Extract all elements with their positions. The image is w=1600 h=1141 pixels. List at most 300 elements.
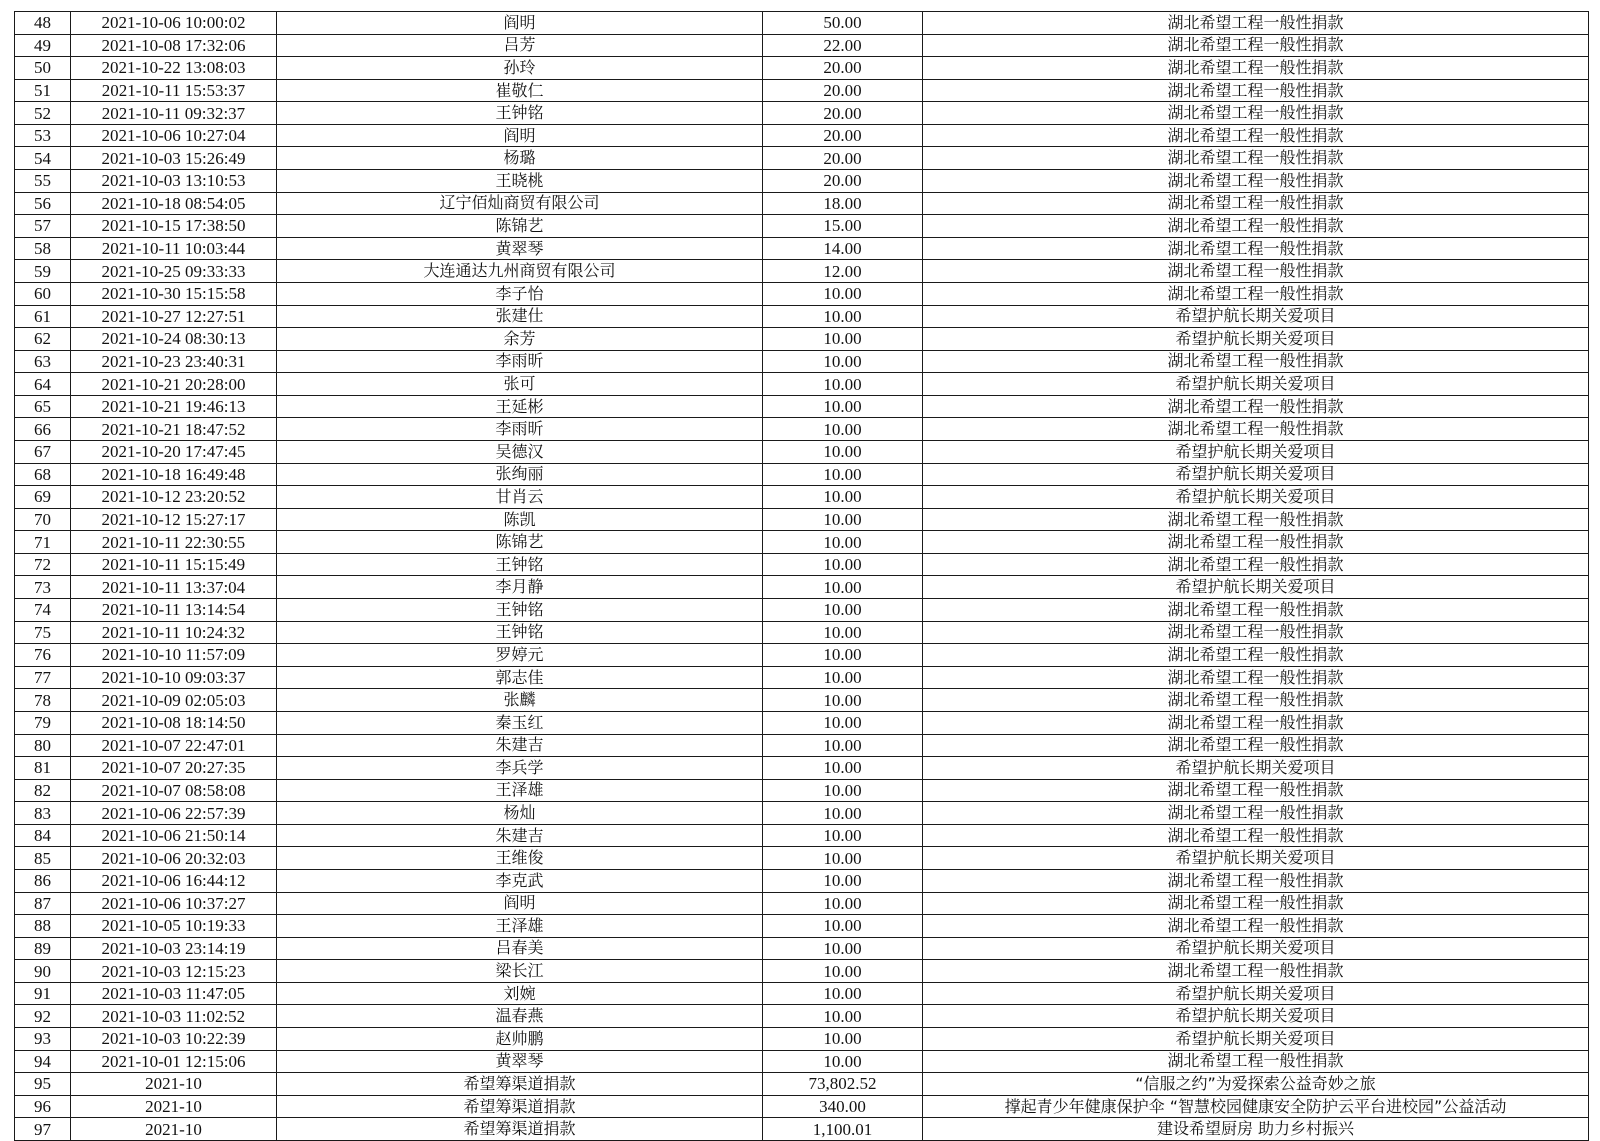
donation-time-cell: 2021-10-10 11:57:09 xyxy=(71,644,277,667)
project-name-cell: 湖北希望工程一般性捐款 xyxy=(923,282,1589,305)
donation-time-cell: 2021-10-08 17:32:06 xyxy=(71,34,277,57)
donor-name-cell: 希望筹渠道捐款 xyxy=(277,1118,763,1141)
donation-time-cell: 2021-10-24 08:30:13 xyxy=(71,328,277,351)
table-row xyxy=(15,486,1589,509)
table-row xyxy=(15,576,1589,599)
table-row xyxy=(15,869,1589,892)
donor-name-cell: 陈锦艺 xyxy=(277,215,763,238)
donation-amount-cell: 20.00 xyxy=(763,79,923,102)
donation-time-cell: 2021-10-21 18:47:52 xyxy=(71,418,277,441)
row-number-cell: 49 xyxy=(15,34,71,57)
row-number-cell: 48 xyxy=(15,12,71,35)
donation-amount-cell: 10.00 xyxy=(763,395,923,418)
donor-name-cell: 孙玲 xyxy=(277,57,763,80)
donation-amount-cell: 10.00 xyxy=(763,982,923,1005)
project-name-cell: 湖北希望工程一般性捐款 xyxy=(923,418,1589,441)
table-row xyxy=(15,644,1589,667)
table-row xyxy=(15,802,1589,825)
donation-amount-cell: 10.00 xyxy=(763,282,923,305)
donation-time-cell: 2021-10-11 10:24:32 xyxy=(71,621,277,644)
table-row xyxy=(15,621,1589,644)
project-name-cell: 湖北希望工程一般性捐款 xyxy=(923,34,1589,57)
donation-amount-cell: 73,802.52 xyxy=(763,1073,923,1096)
row-number-cell: 93 xyxy=(15,1028,71,1051)
donor-name-cell: 杨灿 xyxy=(277,802,763,825)
donation-amount-cell: 10.00 xyxy=(763,1005,923,1028)
row-number-cell: 55 xyxy=(15,170,71,193)
table-row xyxy=(15,34,1589,57)
donation-time-cell: 2021-10-11 15:15:49 xyxy=(71,553,277,576)
donation-time-cell: 2021-10 xyxy=(71,1073,277,1096)
donation-amount-cell: 10.00 xyxy=(763,621,923,644)
donation-time-cell: 2021-10-15 17:38:50 xyxy=(71,215,277,238)
table-row xyxy=(15,1118,1589,1141)
project-name-cell: 湖北希望工程一般性捐款 xyxy=(923,350,1589,373)
donation-amount-cell: 10.00 xyxy=(763,847,923,870)
table-row xyxy=(15,102,1589,125)
donor-name-cell: 刘婉 xyxy=(277,982,763,1005)
donation-time-cell: 2021-10-18 16:49:48 xyxy=(71,463,277,486)
table-row xyxy=(15,373,1589,396)
donor-name-cell: 希望筹渠道捐款 xyxy=(277,1095,763,1118)
donation-amount-cell: 10.00 xyxy=(763,418,923,441)
donor-name-cell: 王延彬 xyxy=(277,395,763,418)
row-number-cell: 80 xyxy=(15,734,71,757)
donor-name-cell: 大连通达九州商贸有限公司 xyxy=(277,260,763,283)
donor-name-cell: 阎明 xyxy=(277,892,763,915)
row-number-cell: 97 xyxy=(15,1118,71,1141)
project-name-cell: 湖北希望工程一般性捐款 xyxy=(923,621,1589,644)
table-row xyxy=(15,463,1589,486)
donation-time-cell: 2021-10-06 22:57:39 xyxy=(71,802,277,825)
donation-time-cell: 2021-10-12 23:20:52 xyxy=(71,486,277,509)
table-row xyxy=(15,553,1589,576)
project-name-cell: 湖北希望工程一般性捐款 xyxy=(923,1050,1589,1073)
donation-time-cell: 2021-10-11 15:53:37 xyxy=(71,79,277,102)
project-name-cell: 希望护航长期关爱项目 xyxy=(923,328,1589,351)
donation-amount-cell: 14.00 xyxy=(763,237,923,260)
donor-name-cell: 杨璐 xyxy=(277,147,763,170)
project-name-cell: 湖北希望工程一般性捐款 xyxy=(923,57,1589,80)
donation-time-cell: 2021-10-11 09:32:37 xyxy=(71,102,277,125)
donation-amount-cell: 15.00 xyxy=(763,215,923,238)
donation-amount-cell: 20.00 xyxy=(763,102,923,125)
row-number-cell: 77 xyxy=(15,666,71,689)
project-name-cell: 建设希望厨房 助力乡村振兴 xyxy=(923,1118,1589,1141)
donor-name-cell: 王维俊 xyxy=(277,847,763,870)
project-name-cell: 湖北希望工程一般性捐款 xyxy=(923,644,1589,667)
row-number-cell: 67 xyxy=(15,440,71,463)
donor-name-cell: 梁长江 xyxy=(277,960,763,983)
row-number-cell: 81 xyxy=(15,757,71,780)
row-number-cell: 90 xyxy=(15,960,71,983)
donor-name-cell: 王晓桃 xyxy=(277,170,763,193)
table-row xyxy=(15,215,1589,238)
donation-time-cell: 2021-10-25 09:33:33 xyxy=(71,260,277,283)
table-row xyxy=(15,892,1589,915)
row-number-cell: 59 xyxy=(15,260,71,283)
project-name-cell: 湖北希望工程一般性捐款 xyxy=(923,260,1589,283)
donation-amount-cell: 10.00 xyxy=(763,328,923,351)
donation-amount-cell: 20.00 xyxy=(763,170,923,193)
donation-time-cell: 2021-10-01 12:15:06 xyxy=(71,1050,277,1073)
row-number-cell: 89 xyxy=(15,937,71,960)
project-name-cell: 湖北希望工程一般性捐款 xyxy=(923,215,1589,238)
donation-amount-cell: 20.00 xyxy=(763,147,923,170)
row-number-cell: 94 xyxy=(15,1050,71,1073)
project-name-cell: 希望护航长期关爱项目 xyxy=(923,982,1589,1005)
project-name-cell: 湖北希望工程一般性捐款 xyxy=(923,666,1589,689)
donation-amount-cell: 18.00 xyxy=(763,192,923,215)
table-row xyxy=(15,350,1589,373)
table-row xyxy=(15,757,1589,780)
row-number-cell: 86 xyxy=(15,869,71,892)
donor-name-cell: 王钟铭 xyxy=(277,102,763,125)
table-row xyxy=(15,779,1589,802)
donation-time-cell: 2021-10-07 20:27:35 xyxy=(71,757,277,780)
table-row xyxy=(15,689,1589,712)
donor-name-cell: 崔敬仁 xyxy=(277,79,763,102)
table-row xyxy=(15,1073,1589,1096)
row-number-cell: 92 xyxy=(15,1005,71,1028)
project-name-cell: 湖北希望工程一般性捐款 xyxy=(923,734,1589,757)
donor-name-cell: 赵帅鹏 xyxy=(277,1028,763,1051)
donor-name-cell: 郭志佳 xyxy=(277,666,763,689)
donation-time-cell: 2021-10-27 12:27:51 xyxy=(71,305,277,328)
donation-time-cell: 2021-10-23 23:40:31 xyxy=(71,350,277,373)
donation-time-cell: 2021-10-03 11:02:52 xyxy=(71,1005,277,1028)
donation-time-cell: 2021-10-08 18:14:50 xyxy=(71,711,277,734)
donation-amount-cell: 10.00 xyxy=(763,711,923,734)
project-name-cell: 湖北希望工程一般性捐款 xyxy=(923,824,1589,847)
donation-amount-cell: 10.00 xyxy=(763,644,923,667)
donor-name-cell: 吕春美 xyxy=(277,937,763,960)
donor-name-cell: 吴德汉 xyxy=(277,440,763,463)
row-number-cell: 91 xyxy=(15,982,71,1005)
donor-name-cell: 李雨昕 xyxy=(277,350,763,373)
row-number-cell: 83 xyxy=(15,802,71,825)
table-row xyxy=(15,282,1589,305)
donor-name-cell: 李雨昕 xyxy=(277,418,763,441)
row-number-cell: 88 xyxy=(15,915,71,938)
donation-time-cell: 2021-10-20 17:47:45 xyxy=(71,440,277,463)
row-number-cell: 75 xyxy=(15,621,71,644)
donation-amount-cell: 10.00 xyxy=(763,915,923,938)
project-name-cell: 希望护航长期关爱项目 xyxy=(923,305,1589,328)
project-name-cell: 希望护航长期关爱项目 xyxy=(923,440,1589,463)
row-number-cell: 54 xyxy=(15,147,71,170)
donor-name-cell: 王泽雄 xyxy=(277,915,763,938)
donation-time-cell: 2021-10-03 13:10:53 xyxy=(71,170,277,193)
project-name-cell: 湖北希望工程一般性捐款 xyxy=(923,531,1589,554)
row-number-cell: 76 xyxy=(15,644,71,667)
donor-name-cell: 阎明 xyxy=(277,12,763,35)
project-name-cell: 湖北希望工程一般性捐款 xyxy=(923,869,1589,892)
row-number-cell: 85 xyxy=(15,847,71,870)
donation-time-cell: 2021-10-11 13:37:04 xyxy=(71,576,277,599)
project-name-cell: 湖北希望工程一般性捐款 xyxy=(923,395,1589,418)
table-row xyxy=(15,666,1589,689)
donor-name-cell: 张绚丽 xyxy=(277,463,763,486)
project-name-cell: 湖北希望工程一般性捐款 xyxy=(923,915,1589,938)
donation-ledger xyxy=(14,11,1588,1141)
donation-time-cell: 2021-10-22 13:08:03 xyxy=(71,57,277,80)
project-name-cell: 希望护航长期关爱项目 xyxy=(923,1028,1589,1051)
project-name-cell: 湖北希望工程一般性捐款 xyxy=(923,79,1589,102)
donation-amount-cell: 20.00 xyxy=(763,124,923,147)
table-row xyxy=(15,395,1589,418)
donation-time-cell: 2021-10-21 20:28:00 xyxy=(71,373,277,396)
row-number-cell: 63 xyxy=(15,350,71,373)
project-name-cell: 湖北希望工程一般性捐款 xyxy=(923,960,1589,983)
donation-time-cell: 2021-10-06 10:27:04 xyxy=(71,124,277,147)
donor-name-cell: 李兵学 xyxy=(277,757,763,780)
donor-name-cell: 张可 xyxy=(277,373,763,396)
donation-amount-cell: 10.00 xyxy=(763,1028,923,1051)
project-name-cell: 湖北希望工程一般性捐款 xyxy=(923,508,1589,531)
donation-amount-cell: 50.00 xyxy=(763,12,923,35)
donor-name-cell: 李子怡 xyxy=(277,282,763,305)
row-number-cell: 66 xyxy=(15,418,71,441)
donation-amount-cell: 10.00 xyxy=(763,779,923,802)
donation-amount-cell: 10.00 xyxy=(763,689,923,712)
project-name-cell: 湖北希望工程一般性捐款 xyxy=(923,892,1589,915)
row-number-cell: 72 xyxy=(15,553,71,576)
donor-name-cell: 陈锦艺 xyxy=(277,531,763,554)
project-name-cell: 湖北希望工程一般性捐款 xyxy=(923,779,1589,802)
row-number-cell: 71 xyxy=(15,531,71,554)
project-name-cell: 湖北希望工程一般性捐款 xyxy=(923,237,1589,260)
table-row xyxy=(15,124,1589,147)
donor-name-cell: 张建仕 xyxy=(277,305,763,328)
donor-name-cell: 黄翠琴 xyxy=(277,237,763,260)
table-row xyxy=(15,1028,1589,1051)
donation-time-cell: 2021-10-09 02:05:03 xyxy=(71,689,277,712)
row-number-cell: 68 xyxy=(15,463,71,486)
donation-amount-cell: 10.00 xyxy=(763,463,923,486)
donor-name-cell: 希望筹渠道捐款 xyxy=(277,1073,763,1096)
donation-amount-cell: 10.00 xyxy=(763,599,923,622)
table-row xyxy=(15,237,1589,260)
donation-amount-cell: 10.00 xyxy=(763,508,923,531)
donation-amount-cell: 1,100.01 xyxy=(763,1118,923,1141)
donation-amount-cell: 20.00 xyxy=(763,57,923,80)
donation-amount-cell: 10.00 xyxy=(763,440,923,463)
donation-amount-cell: 10.00 xyxy=(763,802,923,825)
table-row xyxy=(15,1005,1589,1028)
table-row xyxy=(15,260,1589,283)
table-row xyxy=(15,599,1589,622)
project-name-cell: 湖北希望工程一般性捐款 xyxy=(923,170,1589,193)
donation-time-cell: 2021-10-03 12:15:23 xyxy=(71,960,277,983)
table-row xyxy=(15,711,1589,734)
row-number-cell: 74 xyxy=(15,599,71,622)
donation-time-cell: 2021-10-11 10:03:44 xyxy=(71,237,277,260)
table-row xyxy=(15,982,1589,1005)
row-number-cell: 50 xyxy=(15,57,71,80)
project-name-cell: 湖北希望工程一般性捐款 xyxy=(923,12,1589,35)
donation-amount-cell: 10.00 xyxy=(763,305,923,328)
donation-amount-cell: 10.00 xyxy=(763,350,923,373)
row-number-cell: 57 xyxy=(15,215,71,238)
donation-amount-cell: 10.00 xyxy=(763,486,923,509)
donation-table xyxy=(14,11,1589,1141)
row-number-cell: 78 xyxy=(15,689,71,712)
donation-time-cell: 2021-10-07 22:47:01 xyxy=(71,734,277,757)
donation-time-cell: 2021-10-03 11:47:05 xyxy=(71,982,277,1005)
donation-amount-cell: 10.00 xyxy=(763,553,923,576)
donation-time-cell: 2021-10-21 19:46:13 xyxy=(71,395,277,418)
row-number-cell: 61 xyxy=(15,305,71,328)
row-number-cell: 95 xyxy=(15,1073,71,1096)
row-number-cell: 62 xyxy=(15,328,71,351)
project-name-cell: 湖北希望工程一般性捐款 xyxy=(923,192,1589,215)
table-row xyxy=(15,1095,1589,1118)
donor-name-cell: 吕芳 xyxy=(277,34,763,57)
row-number-cell: 53 xyxy=(15,124,71,147)
donor-name-cell: 陈凯 xyxy=(277,508,763,531)
donation-time-cell: 2021-10-06 21:50:14 xyxy=(71,824,277,847)
donation-amount-cell: 10.00 xyxy=(763,824,923,847)
donor-name-cell: 王钟铭 xyxy=(277,621,763,644)
table-row xyxy=(15,305,1589,328)
donation-time-cell: 2021-10-05 10:19:33 xyxy=(71,915,277,938)
project-name-cell: 撑起青少年健康保护伞 “智慧校园健康安全防护云平台进校园”公益活动 xyxy=(923,1095,1589,1118)
project-name-cell: 湖北希望工程一般性捐款 xyxy=(923,553,1589,576)
donation-amount-cell: 10.00 xyxy=(763,960,923,983)
donation-amount-cell: 10.00 xyxy=(763,937,923,960)
project-name-cell: 希望护航长期关爱项目 xyxy=(923,576,1589,599)
donor-name-cell: 王钟铭 xyxy=(277,599,763,622)
donor-name-cell: 王钟铭 xyxy=(277,553,763,576)
donation-time-cell: 2021-10-11 13:14:54 xyxy=(71,599,277,622)
row-number-cell: 79 xyxy=(15,711,71,734)
row-number-cell: 96 xyxy=(15,1095,71,1118)
table-row xyxy=(15,79,1589,102)
project-name-cell: 湖北希望工程一般性捐款 xyxy=(923,102,1589,125)
donor-name-cell: 李月静 xyxy=(277,576,763,599)
donor-name-cell: 温春燕 xyxy=(277,1005,763,1028)
donation-amount-cell: 10.00 xyxy=(763,531,923,554)
donation-amount-cell: 22.00 xyxy=(763,34,923,57)
donation-amount-cell: 10.00 xyxy=(763,373,923,396)
table-row xyxy=(15,328,1589,351)
table-row xyxy=(15,824,1589,847)
table-row xyxy=(15,531,1589,554)
project-name-cell: 希望护航长期关爱项目 xyxy=(923,373,1589,396)
donation-time-cell: 2021-10-11 22:30:55 xyxy=(71,531,277,554)
project-name-cell: 希望护航长期关爱项目 xyxy=(923,937,1589,960)
donor-name-cell: 辽宁佰灿商贸有限公司 xyxy=(277,192,763,215)
table-row xyxy=(15,734,1589,757)
project-name-cell: 湖北希望工程一般性捐款 xyxy=(923,802,1589,825)
table-row xyxy=(15,937,1589,960)
donation-amount-cell: 10.00 xyxy=(763,666,923,689)
donation-amount-cell: 10.00 xyxy=(763,734,923,757)
row-number-cell: 84 xyxy=(15,824,71,847)
donation-time-cell: 2021-10-03 23:14:19 xyxy=(71,937,277,960)
project-name-cell: 湖北希望工程一般性捐款 xyxy=(923,689,1589,712)
donor-name-cell: 朱建吉 xyxy=(277,734,763,757)
donation-time-cell: 2021-10-30 15:15:58 xyxy=(71,282,277,305)
donor-name-cell: 秦玉红 xyxy=(277,711,763,734)
donation-time-cell: 2021-10-06 10:00:02 xyxy=(71,12,277,35)
donor-name-cell: 黄翠琴 xyxy=(277,1050,763,1073)
donation-amount-cell: 340.00 xyxy=(763,1095,923,1118)
project-name-cell: “信服之约”为爱探索公益奇妙之旅 xyxy=(923,1073,1589,1096)
row-number-cell: 82 xyxy=(15,779,71,802)
donation-time-cell: 2021-10-03 15:26:49 xyxy=(71,147,277,170)
project-name-cell: 希望护航长期关爱项目 xyxy=(923,463,1589,486)
row-number-cell: 87 xyxy=(15,892,71,915)
donor-name-cell: 余芳 xyxy=(277,328,763,351)
donation-time-cell: 2021-10-06 20:32:03 xyxy=(71,847,277,870)
donation-amount-cell: 10.00 xyxy=(763,892,923,915)
project-name-cell: 湖北希望工程一般性捐款 xyxy=(923,599,1589,622)
donor-name-cell: 罗婷元 xyxy=(277,644,763,667)
donation-time-cell: 2021-10-12 15:27:17 xyxy=(71,508,277,531)
donation-amount-cell: 12.00 xyxy=(763,260,923,283)
table-row xyxy=(15,915,1589,938)
row-number-cell: 58 xyxy=(15,237,71,260)
row-number-cell: 73 xyxy=(15,576,71,599)
table-body xyxy=(15,12,1589,1141)
donation-time-cell: 2021-10-03 10:22:39 xyxy=(71,1028,277,1051)
donation-time-cell: 2021-10-06 16:44:12 xyxy=(71,869,277,892)
row-number-cell: 64 xyxy=(15,373,71,396)
donation-time-cell: 2021-10-06 10:37:27 xyxy=(71,892,277,915)
row-number-cell: 60 xyxy=(15,282,71,305)
donation-amount-cell: 10.00 xyxy=(763,576,923,599)
donation-time-cell: 2021-10-10 09:03:37 xyxy=(71,666,277,689)
project-name-cell: 希望护航长期关爱项目 xyxy=(923,847,1589,870)
donation-amount-cell: 10.00 xyxy=(763,869,923,892)
table-row xyxy=(15,440,1589,463)
row-number-cell: 56 xyxy=(15,192,71,215)
table-row xyxy=(15,147,1589,170)
table-row xyxy=(15,960,1589,983)
donation-time-cell: 2021-10-07 08:58:08 xyxy=(71,779,277,802)
donation-amount-cell: 10.00 xyxy=(763,757,923,780)
table-row xyxy=(15,170,1589,193)
donor-name-cell: 朱建吉 xyxy=(277,824,763,847)
donation-time-cell: 2021-10 xyxy=(71,1095,277,1118)
donor-name-cell: 阎明 xyxy=(277,124,763,147)
donor-name-cell: 王泽雄 xyxy=(277,779,763,802)
table-row xyxy=(15,57,1589,80)
donor-name-cell: 李克武 xyxy=(277,869,763,892)
table-row xyxy=(15,418,1589,441)
project-name-cell: 希望护航长期关爱项目 xyxy=(923,1005,1589,1028)
table-row xyxy=(15,192,1589,215)
project-name-cell: 湖北希望工程一般性捐款 xyxy=(923,124,1589,147)
row-number-cell: 69 xyxy=(15,486,71,509)
donor-name-cell: 甘肖云 xyxy=(277,486,763,509)
project-name-cell: 湖北希望工程一般性捐款 xyxy=(923,147,1589,170)
table-row xyxy=(15,1050,1589,1073)
donation-amount-cell: 10.00 xyxy=(763,1050,923,1073)
donation-time-cell: 2021-10-18 08:54:05 xyxy=(71,192,277,215)
row-number-cell: 65 xyxy=(15,395,71,418)
row-number-cell: 70 xyxy=(15,508,71,531)
table-row xyxy=(15,847,1589,870)
project-name-cell: 湖北希望工程一般性捐款 xyxy=(923,711,1589,734)
row-number-cell: 51 xyxy=(15,79,71,102)
project-name-cell: 希望护航长期关爱项目 xyxy=(923,757,1589,780)
donation-time-cell: 2021-10 xyxy=(71,1118,277,1141)
table-row xyxy=(15,508,1589,531)
table-row xyxy=(15,12,1589,35)
